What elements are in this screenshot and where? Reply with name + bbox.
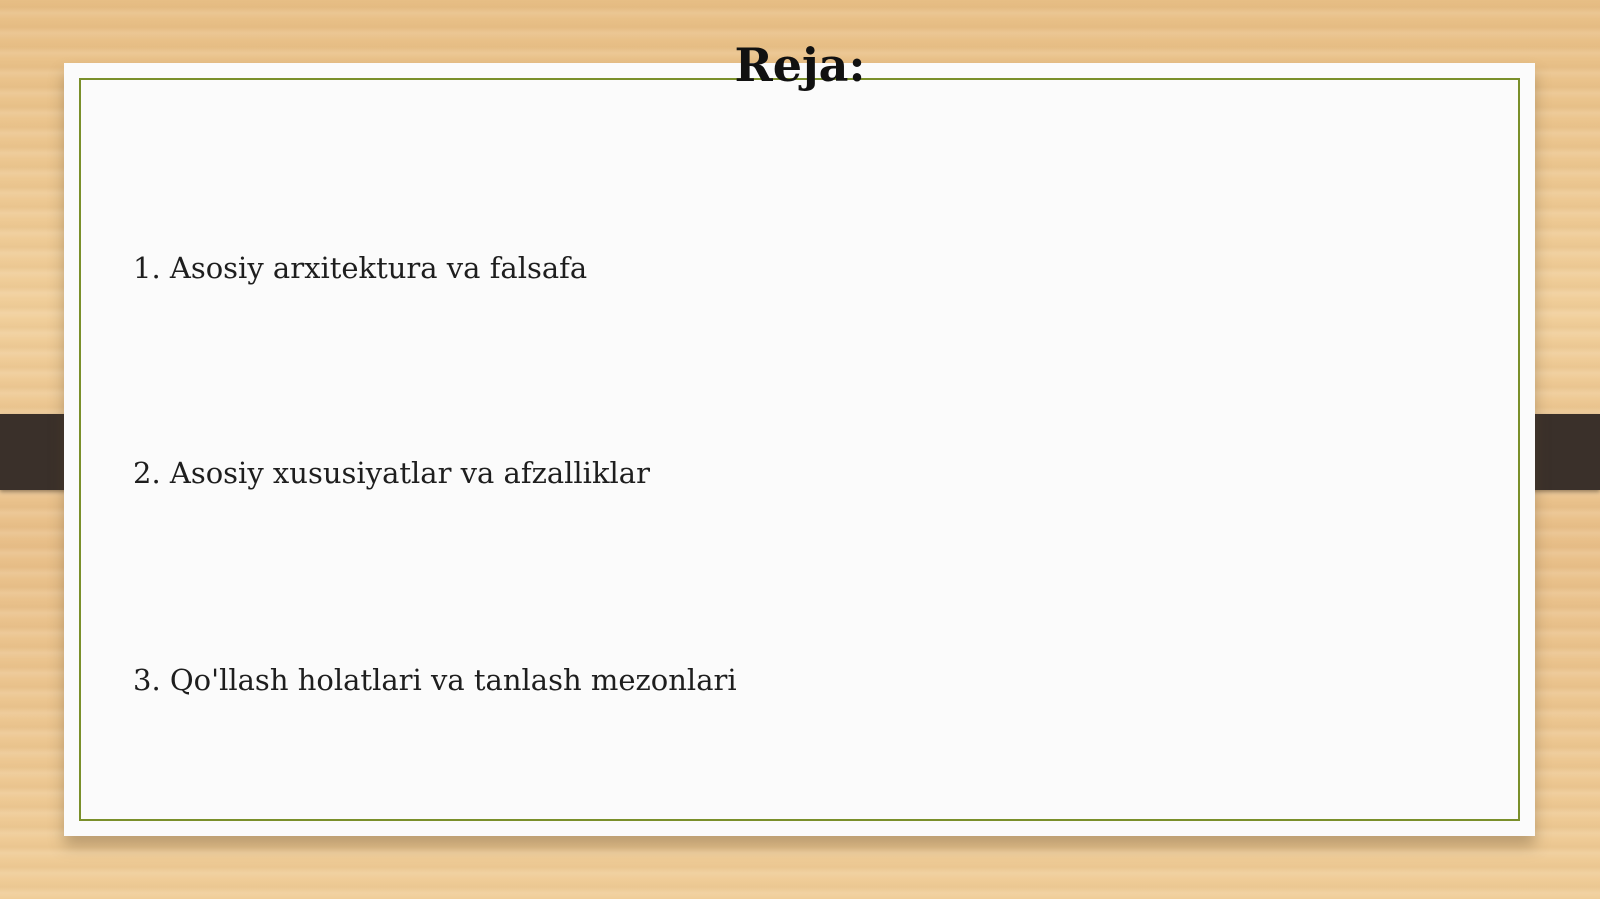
plan-item-3: 3. Qo'llash holatlari va tanlash mezonlari	[133, 663, 737, 697]
slide-inner-border	[79, 78, 1520, 821]
plan-item-1: 1. Asosiy arxitektura va falsafa	[133, 251, 588, 285]
slide-title: Reja:	[734, 38, 866, 92]
slide-card	[64, 63, 1535, 836]
plan-item-2: 2. Asosiy xususiyatlar va afzalliklar	[133, 456, 650, 490]
